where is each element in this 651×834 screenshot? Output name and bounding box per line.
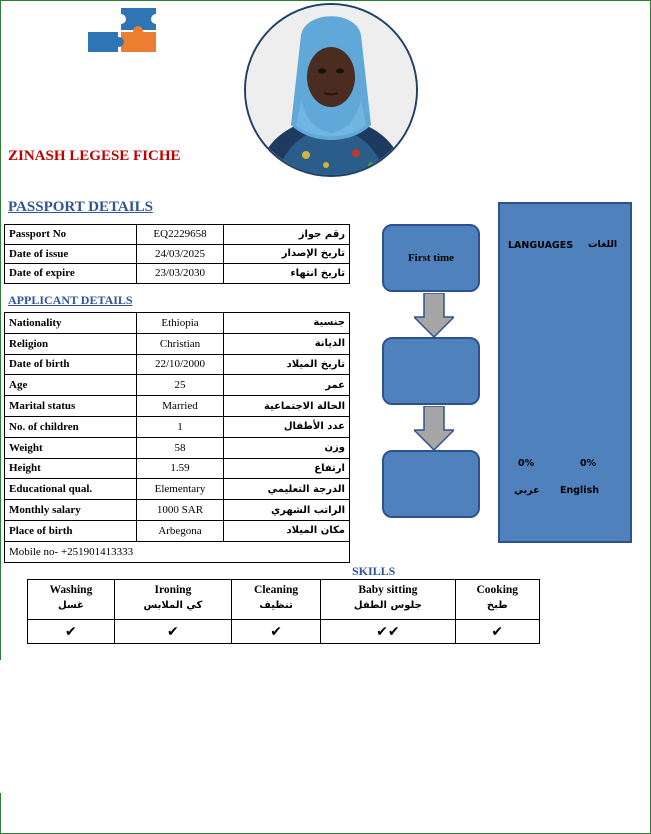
row-label: Educational qual. bbox=[5, 479, 137, 500]
table-row bbox=[5, 520, 350, 541]
table-row bbox=[5, 458, 350, 479]
english-language-label: English bbox=[560, 485, 599, 496]
page-border-top bbox=[0, 0, 651, 1]
check-icon: ✔ bbox=[231, 620, 320, 644]
check-icon: ✔ bbox=[455, 620, 539, 644]
skills-arabic-row bbox=[28, 599, 540, 620]
row-label-arabic: مكان الميلاد bbox=[223, 520, 349, 541]
row-label-arabic: جنسية bbox=[223, 313, 349, 334]
row-label: Passport No bbox=[5, 225, 137, 245]
row-label: Date of issue bbox=[5, 244, 137, 264]
row-label-arabic: الراتب الشهري bbox=[223, 500, 349, 521]
row-value: 1 bbox=[137, 416, 223, 437]
table-row bbox=[5, 396, 350, 417]
skill-name-arabic: جلوس الطفل bbox=[321, 599, 455, 620]
row-value: 23/03/2030 bbox=[137, 264, 223, 284]
candidate-photo bbox=[244, 3, 418, 177]
row-label: Nationality bbox=[5, 313, 137, 334]
page-border-left bbox=[0, 0, 1, 660]
skill-name-arabic: غسل bbox=[28, 599, 115, 620]
row-label: Weight bbox=[5, 437, 137, 458]
english-level: 0% bbox=[580, 458, 597, 469]
row-label-arabic: الديانة bbox=[223, 333, 349, 354]
skill-name: Cooking bbox=[455, 580, 539, 599]
row-label: Age bbox=[5, 375, 137, 396]
row-value: EQ2229658 bbox=[137, 225, 223, 245]
row-label: Religion bbox=[5, 333, 137, 354]
skill-name: Cleaning bbox=[231, 580, 320, 599]
experience-box-third bbox=[382, 450, 480, 518]
skills-table bbox=[27, 579, 540, 644]
table-row bbox=[5, 437, 350, 458]
candidate-name: ZINASH LEGESE FICHE bbox=[8, 148, 181, 164]
languages-title: LANGUAGES bbox=[508, 240, 574, 251]
arabic-language-label: عربي bbox=[514, 485, 540, 496]
skill-name: Baby sitting bbox=[321, 580, 455, 599]
row-label: Date of expire bbox=[5, 264, 137, 284]
languages-panel bbox=[498, 202, 632, 543]
table-row bbox=[5, 313, 350, 334]
row-label: Height bbox=[5, 458, 137, 479]
table-row bbox=[5, 333, 350, 354]
mobile-number: Mobile no- +251901413333 bbox=[5, 541, 350, 562]
row-label: No. of children bbox=[5, 416, 137, 437]
row-label-arabic: الدرجة التعليمي bbox=[223, 479, 349, 500]
row-value: Married bbox=[137, 396, 223, 417]
skill-name-arabic: طبخ bbox=[455, 599, 539, 620]
row-label-arabic: الحالة الاجتماعية bbox=[223, 396, 349, 417]
row-label-arabic: وزن bbox=[223, 437, 349, 458]
row-value: 1000 SAR bbox=[137, 500, 223, 521]
down-arrow-icon bbox=[414, 293, 454, 337]
check-icon: ✔✔ bbox=[321, 620, 455, 644]
page-border-left-lower bbox=[0, 793, 1, 834]
table-row bbox=[5, 375, 350, 396]
row-label-arabic: عمر bbox=[223, 375, 349, 396]
row-label-arabic: ارتفاع bbox=[223, 458, 349, 479]
table-row bbox=[5, 416, 350, 437]
arabic-level: 0% bbox=[518, 458, 535, 469]
skill-name-arabic: كي الملابس bbox=[114, 599, 231, 620]
row-value: Elementary bbox=[137, 479, 223, 500]
skills-header-row bbox=[28, 580, 540, 599]
table-row bbox=[5, 264, 350, 284]
row-value: 24/03/2025 bbox=[137, 244, 223, 264]
table-row bbox=[5, 244, 350, 264]
row-label-arabic: تاريخ انتهاء bbox=[223, 264, 349, 284]
row-value: Arbegona bbox=[137, 520, 223, 541]
portrait-image bbox=[246, 5, 416, 175]
table-row bbox=[5, 354, 350, 375]
row-label-arabic: رقم جواز bbox=[223, 225, 349, 245]
skills-heading: SKILLS bbox=[352, 564, 396, 578]
row-value: Christian bbox=[137, 333, 223, 354]
check-icon: ✔ bbox=[114, 620, 231, 644]
languages-title-arabic: اللغات bbox=[588, 239, 618, 250]
table-row bbox=[5, 500, 350, 521]
row-label: Place of birth bbox=[5, 520, 137, 541]
table-row bbox=[5, 541, 350, 562]
row-label: Monthly salary bbox=[5, 500, 137, 521]
down-arrow-icon bbox=[414, 406, 454, 450]
table-row bbox=[5, 225, 350, 245]
applicant-table bbox=[4, 312, 350, 563]
applicant-details-heading: APPLICANT DETAILS bbox=[8, 293, 133, 307]
row-label: Date of birth bbox=[5, 354, 137, 375]
row-label: Marital status bbox=[5, 396, 137, 417]
row-value: 22/10/2000 bbox=[137, 354, 223, 375]
row-label-arabic: تاريخ الميلاد bbox=[223, 354, 349, 375]
experience-box-first bbox=[382, 224, 480, 292]
skill-name: Washing bbox=[28, 580, 115, 599]
passport-table bbox=[4, 224, 350, 284]
row-label-arabic: عدد الأطفال bbox=[223, 416, 349, 437]
experience-box-second bbox=[382, 337, 480, 405]
agency-logo bbox=[88, 6, 158, 54]
table-row bbox=[5, 479, 350, 500]
row-value: 1.59 bbox=[137, 458, 223, 479]
experience-label: First time bbox=[407, 252, 455, 264]
check-icon: ✔ bbox=[28, 620, 115, 644]
skill-name-arabic: تنظيف bbox=[231, 599, 320, 620]
row-label-arabic: تاريخ الإصدار bbox=[223, 244, 349, 264]
row-value: 25 bbox=[137, 375, 223, 396]
skills-check-row bbox=[28, 620, 540, 644]
skill-name: Ironing bbox=[114, 580, 231, 599]
row-value: 58 bbox=[137, 437, 223, 458]
row-value: Ethiopia bbox=[137, 313, 223, 334]
passport-details-heading: PASSPORT DETAILS bbox=[8, 199, 153, 215]
